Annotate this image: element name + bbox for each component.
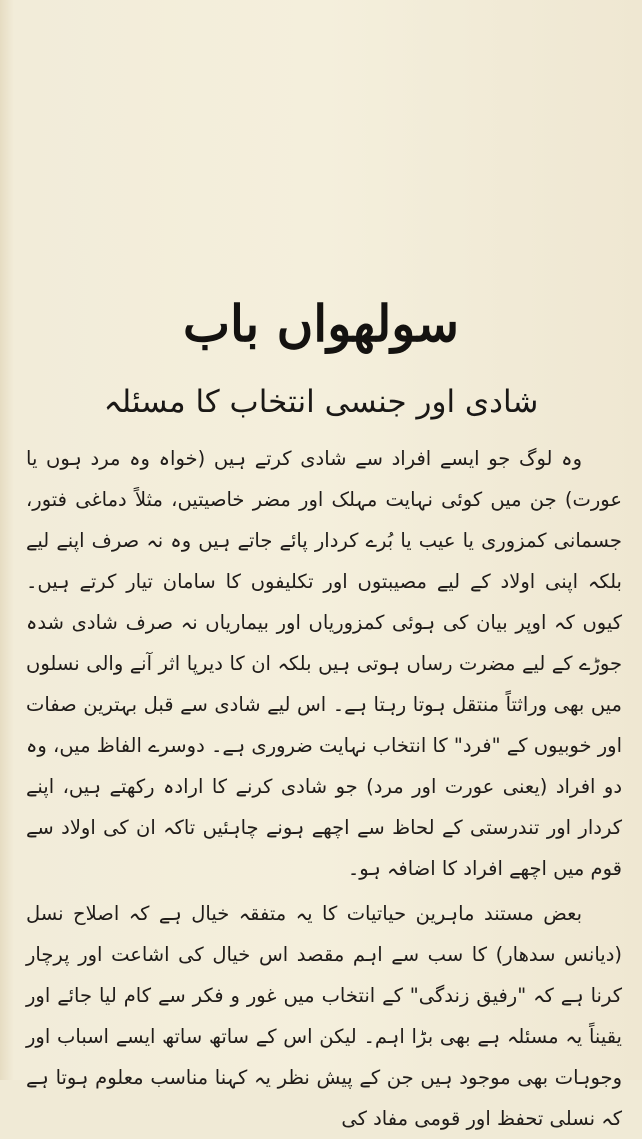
body-text (26, 438, 622, 1139)
paragraph-1: وہ لوگ جو ایسے افراد سے شادی کرتے ہیں (خواہ وہ مرد ہوں یا عورت) جن میں کوئی نہایت مہلک اور مضر خاصیتیں، مثلاً دماغی فتور، جسمانی کمزوری یا عیب یا بُرے کردار پائے جاتے ہیں وہ نہ صرف اپنے لیے بلکہ اپنی اولاد کے لیے مصیبتوں اور تکلیفوں کا سامان تیار کرتے ہیں۔ کیوں کہ اوپر بیان کی ہوئی کمزوریاں اور بیماریاں نہ صرف شادی شدہ جوڑے کے لیے مضرت رساں ہوتی ہیں بلکہ ان کا دیرپا اثر آنے والی نسلوں میں بھی وراثتاً منتقل ہوتا رہتا ہے۔ اس لیے شادی سے قبل بہترین صفات اور خوبیوں کے "فرد" کا انتخاب نہایت ضروری ہے۔ دوسرے الفاظ میں، وہ دو افراد (یعنی عورت اور مرد) جو شادی کرنے کا ارادہ رکھتے ہیں، اپنے کردار اور تندرستی کے لحاظ سے اچھے ہونے چاہئیں تاکہ ان کی اولاد سے قوم میں اچھے افراد کا اضافہ ہو۔ (26, 447, 622, 880)
paragraph-2: بعض مستند ماہرین حیاتیات کا یہ متفقہ خیال ہے کہ اصلاح نسل (دیانس سدھار) کا سب سے اہم مقصد اس خیال کی اشاعت اور پرچار کرنا ہے کہ "رفیق زندگی" کے انتخاب میں غور و فکر سے کام لیا جائے اور یقیناً یہ مسئلہ ہے بھی بڑا اہم۔ لیکن اس کے ساتھ ساتھ ایسے اسباب اور وجوہات بھی موجود ہیں جن کے پیش نظر یہ کہنا مناسب معلوم ہوتا ہے کہ نسلی تحفظ اور قومی مفاد کی (26, 902, 622, 1130)
chapter-subtitle: شادی اور جنسی انتخاب کا مسئلہ (103, 384, 539, 420)
chapter-title: سولھواں باب (182, 294, 460, 353)
